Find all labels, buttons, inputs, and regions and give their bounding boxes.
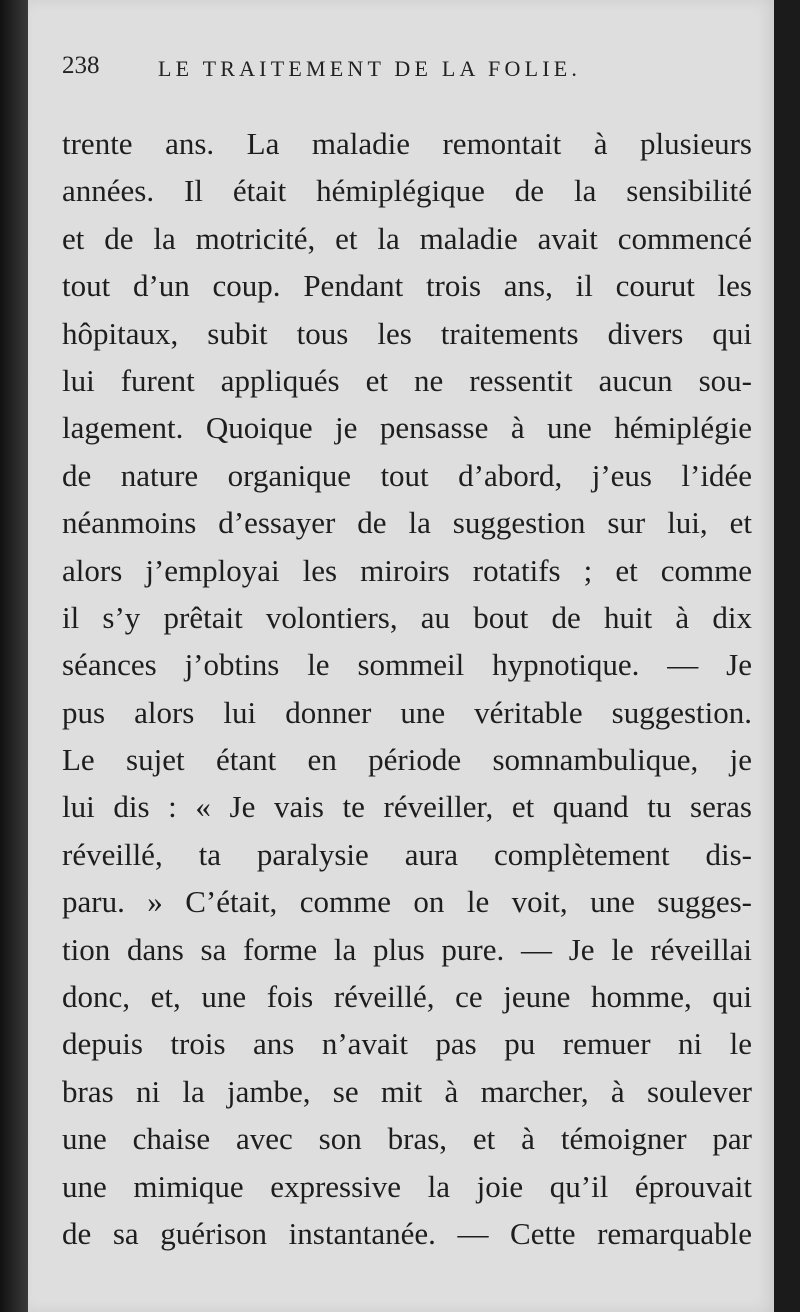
text-line: paru. » C’était, comme on le voit, une sugges- — [62, 884, 752, 920]
text-line: et de la motricité, et la maladie avait commencé — [62, 220, 752, 256]
text-line: donc, et, une fois réveillé, ce jeune homme, qui — [62, 979, 752, 1015]
page-header — [62, 52, 702, 92]
page-number: 238 — [62, 52, 100, 79]
text-line: réveillé, ta paralysie aura complètement dis- — [62, 836, 752, 872]
text-line: pus alors lui donner une véritable suggestion. — [62, 694, 752, 730]
text-line: lui dis : « Je vais te réveiller, et quand tu seras — [62, 789, 752, 825]
text-line: néanmoins d’essayer de la suggestion sur lui, et — [62, 505, 752, 541]
page-binding-edge — [0, 0, 28, 1312]
text-line: tion dans sa forme la plus pure. — Je le réveillai — [62, 931, 752, 967]
text-line: années. Il était hémiplégique de la sensibilité — [62, 173, 752, 209]
text-line: tout d’un coup. Pendant trois ans, il courut les — [62, 268, 752, 304]
body-text — [62, 120, 752, 1257]
text-line: de sa guérison instantanée. — Cette remarquable — [62, 1215, 752, 1251]
text-line: Le sujet étant en période somnambulique, je — [62, 742, 752, 778]
running-title: LE TRAITEMENT DE LA FOLIE. — [158, 56, 582, 81]
text-line: lagement. Quoique je pensasse à une hémiplégie — [62, 410, 752, 446]
text-line: alors j’employai les miroirs rotatifs ; et comme — [62, 552, 752, 588]
text-line: séances j’obtins le sommeil hypnotique. — Je — [62, 647, 752, 683]
text-line: depuis trois ans n’avait pas pu remuer ni le — [62, 1026, 752, 1062]
text-line: trente ans. La maladie remontait à plusieurs — [62, 126, 752, 161]
text-line: bras ni la jambe, se mit à marcher, à soulever — [62, 1073, 752, 1109]
text-line: une mimique expressive la joie qu’il éprouvait — [62, 1168, 752, 1204]
text-line: hôpitaux, subit tous les traitements divers qui — [62, 315, 752, 351]
text-line: une chaise avec son bras, et à témoigner par — [62, 1121, 752, 1157]
text-line: de nature organique tout d’abord, j’eus l’idée — [62, 457, 752, 493]
text-line: il s’y prêtait volontiers, au bout de huit à dix — [62, 599, 752, 635]
text-line: lui furent appliqués et ne ressentit aucun sou- — [62, 362, 752, 398]
